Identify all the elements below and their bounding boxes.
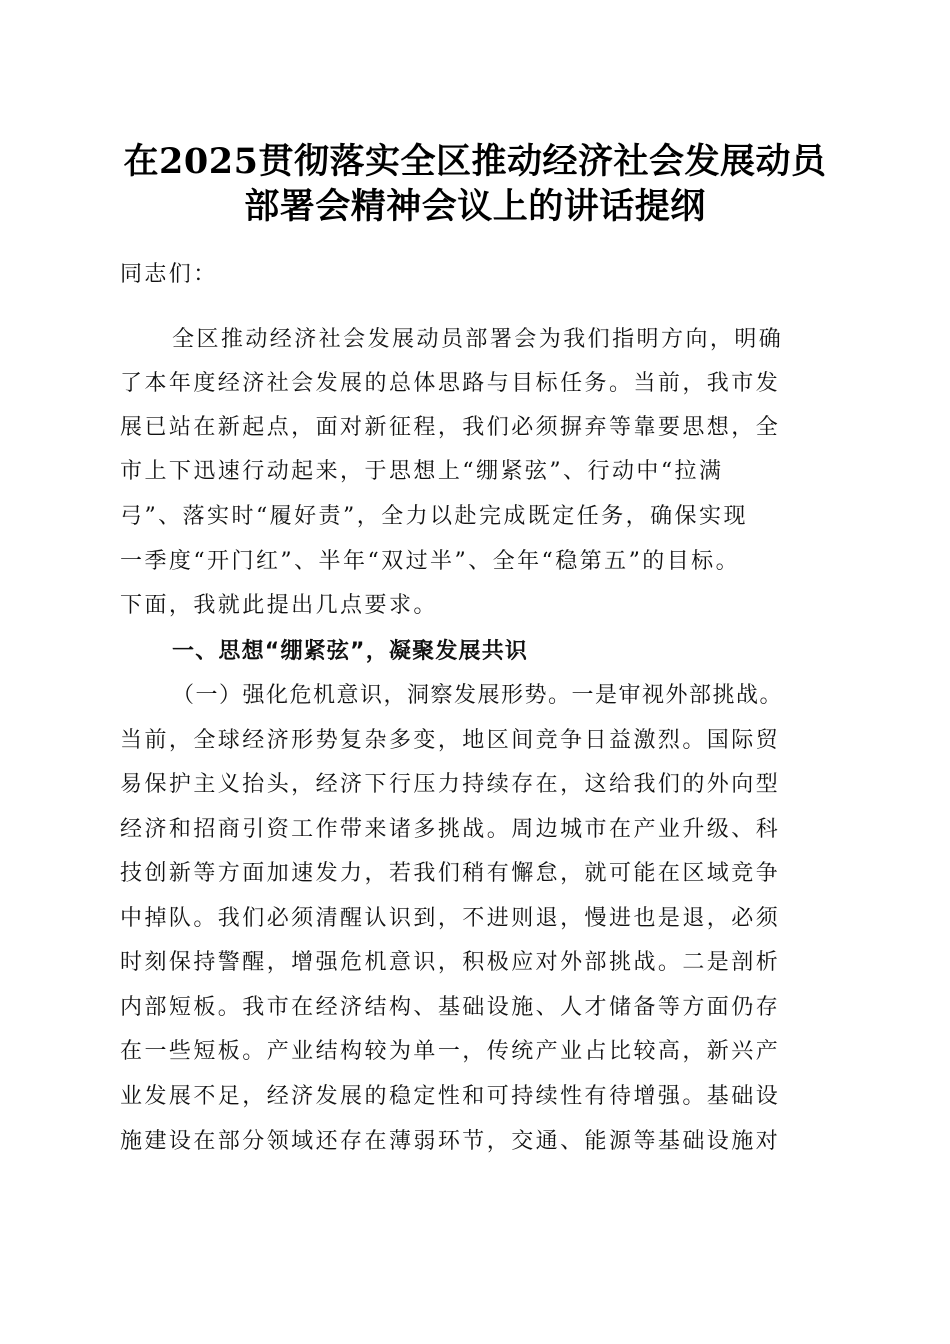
paragraph-line: 业发展不足，经济发展的稳定性和可持续性有待增强。基础设 xyxy=(120,1084,781,1109)
paragraph-line: 展已站在新起点，面对新征程，我们必须摒弃等靠要思想，全 xyxy=(120,415,781,440)
paragraph-line: 全区推动经济社会发展动员部署会为我们指明方向，明确 xyxy=(172,327,784,352)
paragraph-line: 了本年度经济社会发展的总体思路与目标任务。当前，我市发 xyxy=(120,371,781,396)
paragraph-line: 施建设在部分领域还存在薄弱环节，交通、能源等基础设施对 xyxy=(120,1129,781,1154)
paragraph-line: 当前，全球经济形势复杂多变，地区间竞争日益激烈。国际贸 xyxy=(120,728,781,753)
paragraph-line: 易保护主义抬头，经济下行压力持续存在，这给我们的外向型 xyxy=(120,772,781,797)
document-title-line-2: 部署会精神会议上的讲话提纲 xyxy=(244,186,706,227)
paragraph-line: 内部短板。我市在经济结构、基础设施、人才储备等方面仍存 xyxy=(120,995,781,1020)
document-title-line-1: 在2025贯彻落实全区推动经济社会发展动员 xyxy=(123,141,827,182)
paragraph-line: 市上下迅速行动起来，于思想上“绷紧弦”、行动中“拉满 xyxy=(120,459,724,484)
paragraph-line: 时刻保持警醒，增强危机意识，积极应对外部挑战。二是剖析 xyxy=(120,950,781,975)
salutation: 同志们： xyxy=(120,262,218,287)
paragraph-line: 下面，我就此提出几点要求。 xyxy=(120,593,438,618)
subsection-heading-line: （一）强化危机意识，洞察发展形势。一是审视外部挑战。 xyxy=(172,683,784,708)
paragraph-line: 中掉队。我们必须清醒认识到，不进则退，慢进也是退，必须 xyxy=(120,906,781,931)
paragraph-line: 技创新等方面加速发力，若我们稍有懈怠，就可能在区域竞争 xyxy=(120,861,781,886)
section-heading: 一、思想“绷紧弦”，凝聚发展共识 xyxy=(172,639,529,664)
paragraph-line: 一季度“开门红”、半年“双过半”、全年“稳第五”的目标。 xyxy=(120,549,741,574)
paragraph-line: 在一些短板。产业结构较为单一，传统产业占比较高，新兴产 xyxy=(120,1039,781,1064)
paragraph-line: 弓”、落实时“履好责”，全力以赴完成既定任务，确保实现 xyxy=(120,504,748,529)
paragraph-line: 经济和招商引资工作带来诸多挑战。周边城市在产业升级、科 xyxy=(120,817,781,842)
